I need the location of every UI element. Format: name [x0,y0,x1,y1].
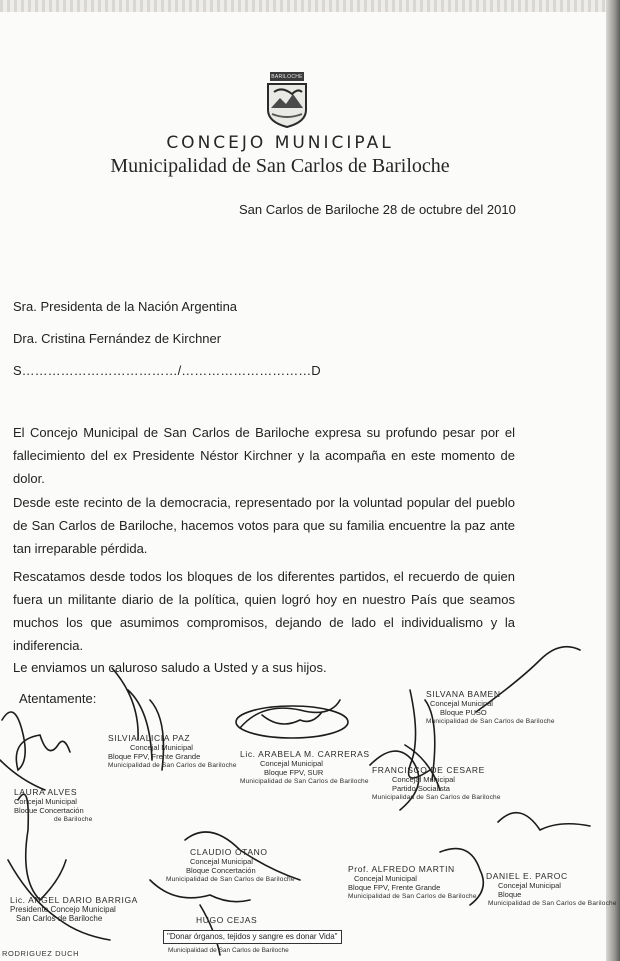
recipient-line-2: Dra. Cristina Fernández de Kirchner [13,331,222,346]
paragraph-4: Le enviamos un caluroso saludo a Usted y a sus hijos. [13,660,327,675]
signer-name: HUGO CEJAS [196,915,258,925]
signer-name: SILVANA BAMEN [426,689,501,699]
signature-stamp-de-cesare [372,766,501,802]
place-date: San Carlos de Bariloche 28 de octubre del 2010 [239,202,516,217]
signer-role: Concejal Municipal [430,699,493,708]
paragraph-2: Desde este recinto de la democracia, representado por la voluntad popular del pueblo de San Carlos de Bariloche, hacemos votos para que su familia encuentre la paz ante tan irreparable pérdida. [13,495,515,556]
signature-stamp-paroc [478,872,617,908]
signer-role: Concejal Municipal [498,881,561,890]
signer-bloc: San Carlos de Bariloche [16,914,103,923]
recipient-line-3: S………………………………/…………………………D [13,363,321,378]
signer-name: FRANCISCO DE CESARE [372,765,485,775]
signer-muni: Municipalidad de San Carlos de Bariloche [166,876,295,883]
signer-muni: Municipalidad de San Carlos de Bariloche [108,762,237,769]
signer-bloc: Bloque Concertación [186,866,256,875]
closing: Atentamente: [19,691,97,706]
signer-bloc: Bloque Concertación [14,806,84,815]
letterhead-subtitle: Municipalidad de San Carlos de Bariloche [110,155,450,177]
signer-role: Concejal Municipal [260,759,323,768]
signer-name: LAURA ALVES [14,787,78,797]
crest-label: BARILOCHE [271,74,303,80]
signer-role: Concejal Municipal [14,797,77,806]
recipient-line-1: Sra. Presidenta de la Nación Argentina [13,299,238,314]
signer-muni: Municipalidad de San Carlos de Bariloche [348,893,477,900]
signer-muni: Municipalidad de San Carlos de Bariloche [240,778,369,785]
signature-stamp-alves [14,788,93,824]
signature-stamp-carreras [240,750,370,786]
signer-role: Presidente Concejo Municipal [10,905,116,914]
signer-role: Concejal Municipal [354,874,417,883]
signature-stamp-bamen [426,690,555,726]
paragraph-1: El Concejo Municipal de San Carlos de Bariloche expresa su profundo pesar por el fallecimiento del ex Presidente Néstor Kirchner y la acompaña en este momento de dolor. [13,425,515,486]
scan-page-edge [606,0,620,961]
signer-bloc: Bloque [498,890,522,899]
signature-stamp-barriga [10,896,138,923]
signer-muni: de Bariloche [54,816,93,823]
signature-stamp-martin [348,865,477,901]
signer-name: DANIEL E. PAROC [486,871,568,881]
signer-muni: Municipalidad de San Carlos de Bariloche [488,900,617,907]
signer-name: Lic. ANGEL DARIO BARRIGA [10,895,138,905]
signer-bloc: Bloque PUSO [440,708,487,717]
signer-bloc: Bloque FPV, Frente Grande [348,883,441,892]
bottom-left-stamp: RODRIGUEZ DUCH [2,949,80,958]
signer-muni: Municipalidad de San Carlos de Bariloche [372,794,501,801]
signer-bloc: Partido Socialista [392,784,450,793]
signer-bloc: Bloque FPV, SUR [264,768,324,777]
signer-name: Lic. ARABELA M. CARRERAS [240,749,370,759]
letterhead-title: CONCEJO MUNICIPAL [166,133,394,153]
donation-motto-box: "Donar órganos, tejidos y sangre es donar Vida" [163,930,342,944]
signer-name: Prof. ALFREDO MARTIN [348,864,455,874]
signer-role: Concejal Municipal [130,743,193,752]
signature-stamp-otano [166,848,295,884]
signature-stamp-cejas [196,916,257,925]
motto-municipality: Municipalidad de San Carlos de Bariloche [168,947,289,954]
signer-role: Concejal Municipal [190,857,253,866]
signer-name: SILVIA ALICIA PAZ [108,733,191,743]
paragraph-3: Rescatamos desde todos los bloques de los diferentes partidos, el recuerdo de quien fuera un militante diario de la política, quien logró hoy en nuestro País que seamos muchos los que asumimos compromisos, dejando de lado el individualismo y la indiferencia. [13,569,515,653]
signer-role: Concejal Municipal [392,775,455,784]
signer-muni: Municipalidad de San Carlos de Bariloche [426,718,555,725]
signer-bloc: Bloque FPV, Frente Grande [108,752,201,761]
signature-stamp-paz [108,734,237,770]
signer-name: CLAUDIO OTANO [190,847,268,857]
